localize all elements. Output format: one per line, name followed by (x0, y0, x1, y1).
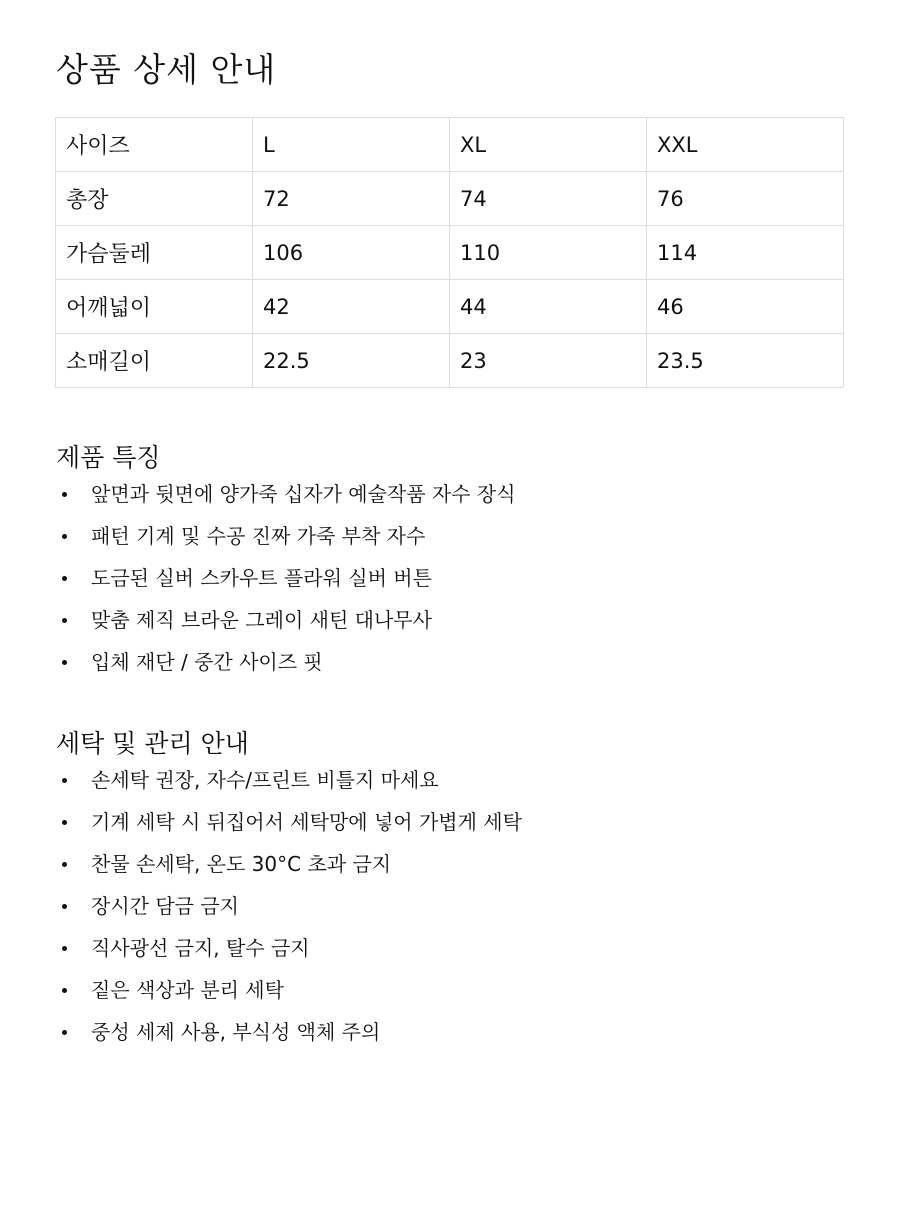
list-item-text: 중성 세제 사용, 부식성 액체 주의 (91, 1020, 381, 1044)
table-cell: 23 (450, 334, 647, 388)
table-cell: XXL (647, 118, 844, 172)
list-item-text: 도금된 실버 스카우트 플라워 실버 버튼 (91, 566, 432, 590)
list-item (56, 843, 522, 885)
list-item (56, 557, 516, 599)
list-item-text: 기계 세탁 시 뒤집어서 세탁망에 넣어 가볍게 세탁 (91, 810, 522, 834)
table-cell: 110 (450, 226, 647, 280)
table-cell: 44 (450, 280, 647, 334)
features-list (56, 473, 516, 683)
list-item-text: 장시간 담금 금지 (91, 894, 239, 918)
table-row (56, 118, 844, 172)
table-cell: 가슴둘레 (56, 226, 253, 280)
list-item (56, 759, 522, 801)
list-item (56, 969, 522, 1011)
table-cell: 사이즈 (56, 118, 253, 172)
table-cell: 74 (450, 172, 647, 226)
list-item (56, 927, 522, 969)
list-item (56, 641, 516, 683)
table-cell: 42 (253, 280, 450, 334)
table-cell: 23.5 (647, 334, 844, 388)
bullet-dot (62, 946, 67, 951)
table-row (56, 334, 844, 388)
list-item-text: 찬물 손세탁, 온도 30°C 초과 금지 (91, 852, 392, 876)
list-item (56, 801, 522, 843)
bullet-dot (62, 576, 67, 581)
bullet-dot (62, 534, 67, 539)
bullet-dot (62, 660, 67, 665)
table-row (56, 172, 844, 226)
table-cell: 총장 (56, 172, 253, 226)
care-title: 세탁 및 관리 안내 (56, 729, 249, 758)
list-item (56, 1011, 522, 1053)
size-table (55, 117, 844, 388)
table-cell: L (253, 118, 450, 172)
list-item-text: 직사광선 금지, 탈수 금지 (91, 936, 310, 960)
list-item-text: 짙은 색상과 분리 세탁 (91, 978, 284, 1002)
table-cell: 어깨넓이 (56, 280, 253, 334)
list-item (56, 599, 516, 641)
bullet-dot (62, 618, 67, 623)
list-item-text: 패턴 기계 및 수공 진짜 가죽 부착 자수 (91, 524, 426, 548)
table-cell: 106 (253, 226, 450, 280)
bullet-dot (62, 1030, 67, 1035)
table-cell: XL (450, 118, 647, 172)
bullet-dot (62, 862, 67, 867)
bullet-dot (62, 820, 67, 825)
list-item-text: 맞춤 제직 브라운 그레이 새틴 대나무사 (91, 608, 432, 632)
bullet-dot (62, 904, 67, 909)
list-item-text: 입체 재단 / 중간 사이즈 핏 (91, 650, 323, 674)
features-title: 제품 특징 (56, 443, 161, 472)
list-item (56, 473, 516, 515)
table-cell: 46 (647, 280, 844, 334)
bullet-dot (62, 988, 67, 993)
table-row (56, 226, 844, 280)
table-row (56, 280, 844, 334)
table-cell: 114 (647, 226, 844, 280)
list-item-text: 앞면과 뒷면에 양가죽 십자가 예술작품 자수 장식 (91, 482, 516, 506)
table-cell: 22.5 (253, 334, 450, 388)
bullet-dot (62, 492, 67, 497)
table-cell: 76 (647, 172, 844, 226)
bullet-dot (62, 778, 67, 783)
table-cell: 72 (253, 172, 450, 226)
care-list (56, 759, 522, 1053)
table-cell: 소매길이 (56, 334, 253, 388)
list-item-text: 손세탁 권장, 자수/프린트 비틀지 마세요 (91, 768, 439, 792)
list-item (56, 515, 516, 557)
page-title: 상품 상세 안내 (56, 50, 277, 89)
list-item (56, 885, 522, 927)
